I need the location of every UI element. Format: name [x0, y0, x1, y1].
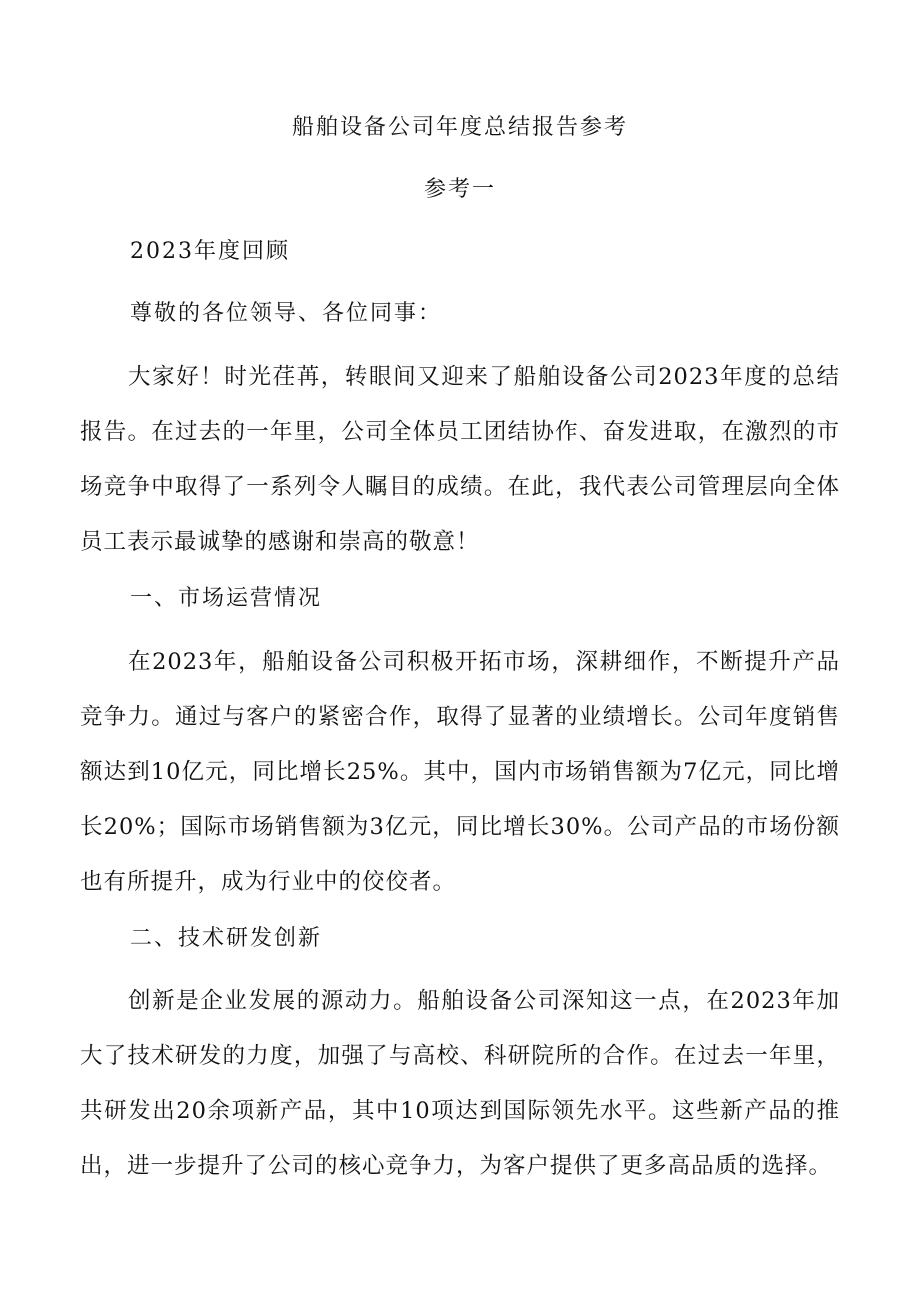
market-paragraph: 在2023年，船舶设备公司积极开拓市场，深耕细作，不断提升产品竞争力。通过与客户的紧密合作，取得了显著的业绩增长。公司年度销售额达到10亿元，同比增长25%。其中，国内市场销售额为7亿元，同比增长20%；国际市场销售额为3亿元，同比增长30%。公司产品的市场份额也有所提升，成为行业中的佼佼者。: [80, 649, 840, 895]
section-heading-market: 一、市场运营情况: [130, 586, 323, 611]
intro-paragraph: 大家好！时光荏苒，转眼间又迎来了船舶设备公司2023年度的总结报告。在过去的一年里，公司全体员工团结协作、奋发进取，在激烈的市场竞争中取得了一系列令人瞩目的成绩。在此，我代表公司管理层向全体员工表示最诚挚的感谢和崇高的敬意！: [80, 364, 840, 555]
salutation: 尊敬的各位领导、各位同事：: [130, 301, 443, 326]
document-subtitle: 参考一: [423, 177, 496, 202]
rnd-paragraph: 创新是企业发展的源动力。船舶设备公司深知这一点，在2023年加大了技术研发的力度，加强了与高校、科研院所的合作。在过去一年里，共研发出20余项新产品，其中10项达到国际领先水平。这些新产品的推出，进一步提升了公司的核心竞争力，为客户提供了更多高品质的选择。: [80, 988, 840, 1179]
section-heading-review: 2023年度回顾: [130, 239, 290, 264]
section-heading-rnd: 二、技术研发创新: [130, 926, 323, 951]
document-title: 船舶设备公司年度总结报告参考: [291, 115, 628, 140]
